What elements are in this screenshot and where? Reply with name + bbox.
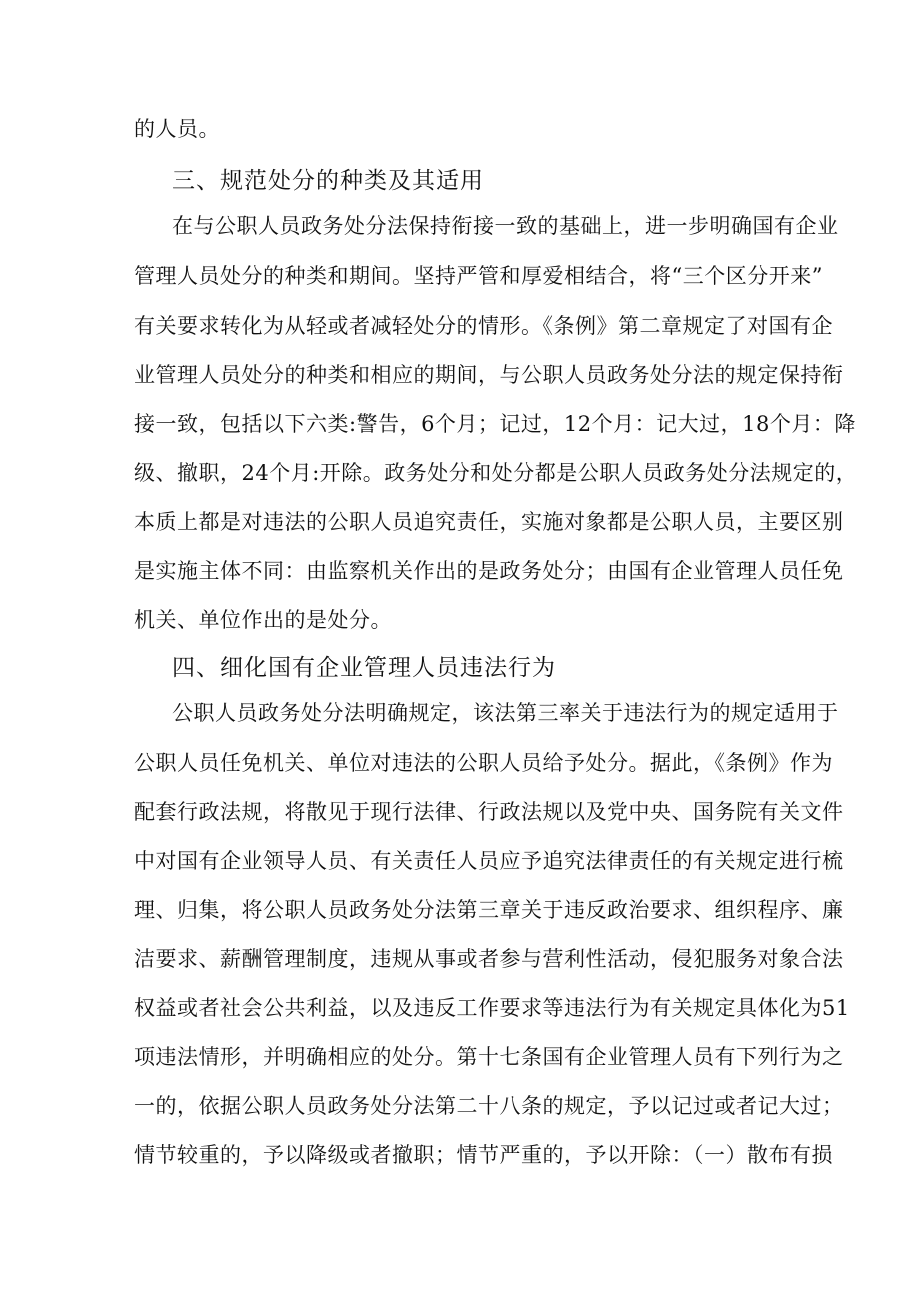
paragraph-line: 项违法情形，并明确相应的处分。第十七条国有企业管理人员有下列行为之 — [134, 1045, 844, 1069]
paragraph-line: 有关要求转化为从轻或者减轻处分的情形。《条例》第二章规定了对国有企 — [134, 314, 833, 338]
paragraph-line: 配套行政法规，将散见于现行法律、行政法规以及党中央、国务院有关文件 — [134, 800, 844, 824]
paragraph-line: 是实施主体不同：由监察机关作出的是政务处分；由国有企业管理人员任免 — [134, 559, 844, 583]
paragraph-line: 公职人员任免机关、单位对违法的公职人员给予处分。据此，《条例》作为 — [134, 751, 833, 775]
paragraph-line: 权益或者社会公共利益，以及违反工作要求等违法行为有关规定具体化为51 — [134, 996, 850, 1020]
paragraph-line: 业管理人员处分的种类和相应的期间，与公职人员政务处分法的规定保持衔 — [134, 363, 844, 387]
section-3-heading: 三、规范处分的种类及其适用 — [172, 168, 484, 194]
intro-line: 的人员。 — [134, 117, 220, 141]
paragraph-line: 理、归集，将公职人员政务处分法第三章关于违反政治要求、组织程序、廉 — [134, 898, 844, 922]
paragraph-line: 公职人员政务处分法明确规定，该法第三率关于违法行为的规定适用于 — [172, 701, 839, 725]
paragraph-line: 情节较重的，予以降级或者撤职；情节严重的，予以开除：（一）散布有损 — [134, 1143, 833, 1167]
section-4-heading: 四、细化国有企业管理人员违法行为 — [172, 655, 556, 681]
paragraph-line: 在与公职人员政务处分法保持衔接一致的基础上，进一步明确国有企业 — [172, 214, 839, 238]
paragraph-line: 级、撤职，24个月:开除。政务处分和处分都是公职人员政务处分法规定的， — [134, 461, 858, 485]
paragraph-line: 接一致，包括以下六类:警告，6个月；记过，12个月：记大过，18个月：降 — [134, 412, 856, 436]
paragraph-line: 管理人员处分的种类和期间。坚持严管和厚爱相结合，将“三个区分开来” — [134, 264, 823, 288]
paragraph-line: 洁要求、薪酬管理制度，违规从事或者参与营利性活动，侵犯服务对象合法 — [134, 947, 844, 971]
paragraph-line: 机关、单位作出的是处分。 — [134, 608, 392, 632]
paragraph-line: 一的，依据公职人员政务处分法第二十八条的规定，予以记过或者记大过； — [134, 1094, 844, 1118]
paragraph-line: 本质上都是对违法的公职人员追究责任，实施对象都是公职人员，主要区别 — [134, 510, 844, 534]
paragraph-line: 中对国有企业领导人员、有关责任人员应予追究法律责任的有关规定进行梳 — [134, 849, 844, 873]
